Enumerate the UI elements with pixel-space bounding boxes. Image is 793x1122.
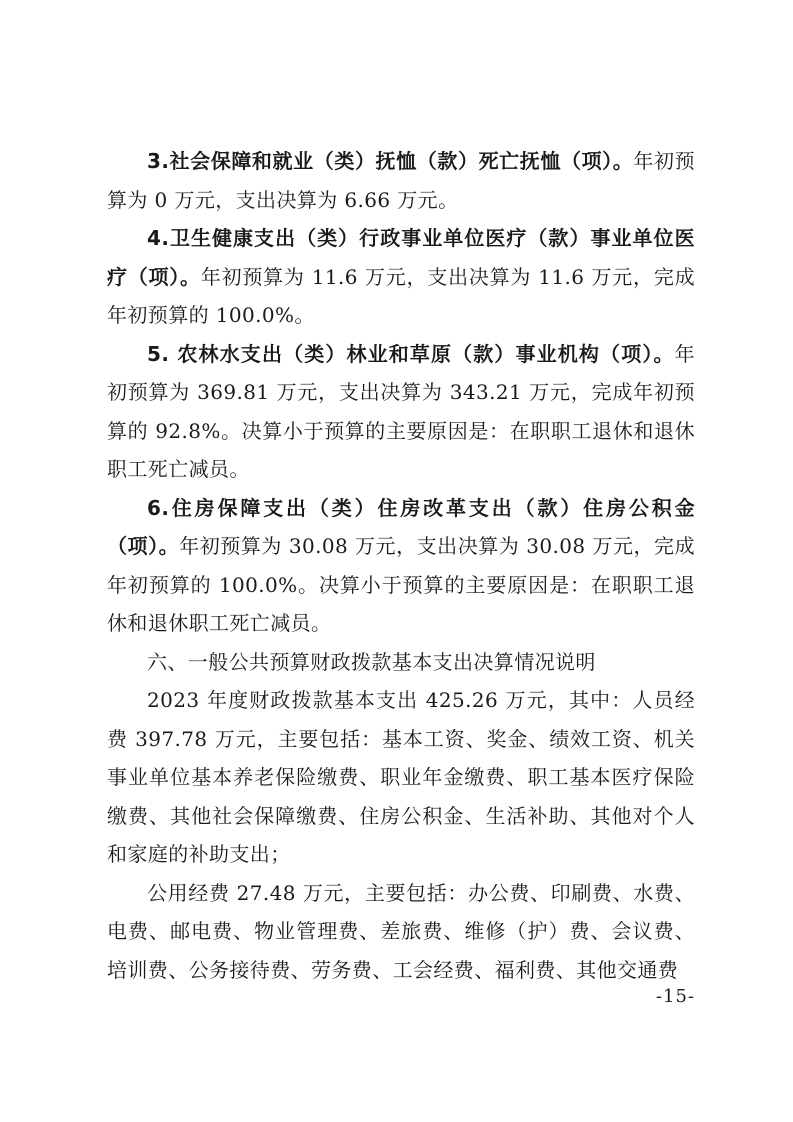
document-body (107, 142, 695, 989)
public-expense-paragraph: 公用经费 27.48 万元，主要包括：办公费、印刷费、水费、电费、邮电费、物业管理费、差旅费、维修（护）费、会议费、培训费、公务接待费、劳务费、工会经费、福利费、其他交通费 (107, 880, 695, 982)
item-5-text: 年初预算为 369.81 万元，支出决算为 343.21 万元，完成年初预算的 92.8%。决算小于预算的主要原因是：在职职工退休和退休职工死亡减员。 (107, 341, 695, 481)
item-6-text: 年初预算为 30.08 万元，支出决算为 30.08 万元，完成年初预算的 100.0%。决算小于预算的主要原因是：在职职工退休和退休职工死亡减员。 (107, 534, 695, 635)
item-5-heading: 5. 农林水支出（类）林业和草原（款）事业机构（项）。 (147, 341, 675, 366)
item-6-heading: 6.住房保障支出（类）住房改革支出（款）住房公积金（项）。 (107, 495, 695, 558)
item-3-text: 年初预算为 0 万元，支出决算为 6.66 万元。 (107, 149, 695, 212)
item-4-heading: 4.卫生健康支出（类）行政事业单位医疗（款）事业单位医疗（项）。 (107, 226, 695, 289)
item-3-paragraph (107, 142, 695, 219)
section-heading: 六、一般公共预算财政拨款基本支出决算情况说明 (147, 649, 596, 674)
item-4-paragraph (107, 219, 695, 335)
item-5-paragraph (107, 335, 695, 489)
item-4-text: 年初预算为 11.6 万元，支出决算为 11.6 万元，完成年初预算的 100.0%。 (107, 264, 695, 327)
item-6-paragraph (107, 489, 695, 643)
page-number: -15- (655, 986, 695, 1007)
item-3-heading: 3.社会保障和就业（类）抚恤（款）死亡抚恤（项）。 (147, 149, 634, 173)
personnel-expense-paragraph: 2023 年度财政拨款基本支出 425.26 万元，其中：人员经费 397.78 万元，主要包括：基本工资、奖金、绩效工资、机关事业单位基本养老保险缴费、职业年金缴费、职工基本医疗保险缴费、其他社会保障缴费、住房公积金、生活补助、其他对个人和家庭的补助支出； (107, 688, 695, 866)
